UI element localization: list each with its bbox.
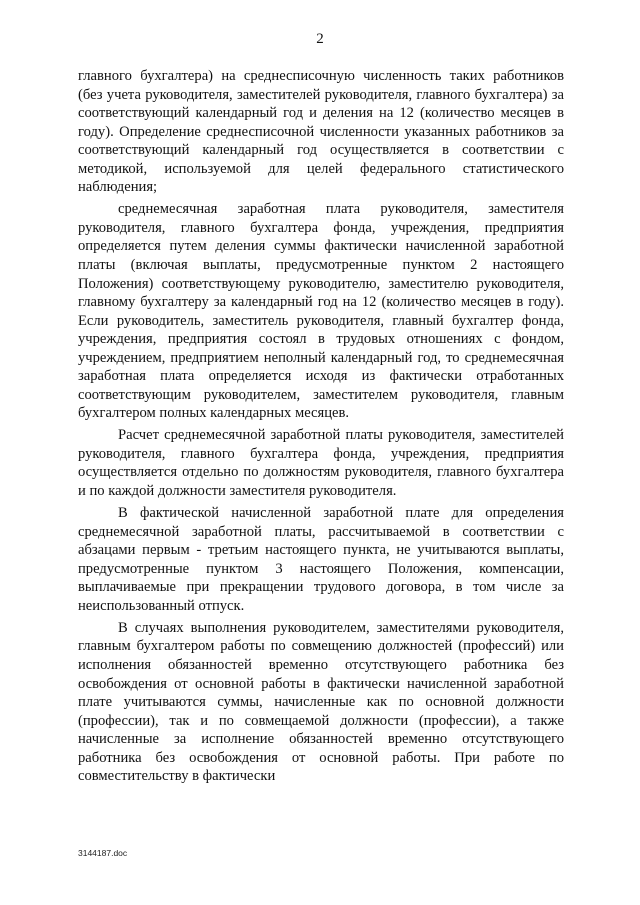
footer-filename: 3144187.doc: [78, 848, 128, 858]
paragraph-4: В фактической начисленной заработной плате для определения среднемесячной заработной платы, рассчитываемой в соответствии с абзацами первым - третьим настоящего пункта, не учитываются выплаты, предусмотренные пунктом 3 настоящего Положения, компенсации, выплачиваемые при прекращении трудового договора, в том числе за неиспользованный отпуск.: [78, 505, 564, 614]
paragraph-1: главного бухгалтера) на среднесписочную численность таких работников (без учета руководителя, заместителей руководителя, главного бухгалтера) за соответствующий календарный год и деления на 12 (количество месяцев в году). Определение среднесписочной численности указанных работников за соответствующий календарный год осуществляется в соответствии с методикой, используемой для целей федерального статистического наблюдения;: [78, 68, 564, 196]
paragraph-5: В случаях выполнения руководителем, заместителями руководителя, главным бухгалтером работы по совмещению должностей (профессий) или исполнения обязанностей временно отсутствующего работника без освобождения от основной работы в фактически начисленной заработной плате учитываются суммы, начисленные как по основной должности (профессии), так и по совмещаемой должности (профессии), а также начисленные за исполнение обязанностей временно отсутствующего работника без освобождения от основной работы. При работе по совместительству в фактически: [78, 619, 564, 785]
paragraph-2: среднемесячная заработная плата руководителя, заместителя руководителя, главного бухгалтера фонда, учреждения, предприятия определяется путем деления суммы фактически начисленной заработной платы (включая выплаты, предусмотренные пунктом 2 настоящего Положения) соответствующему руководителю, заместителю руководителя, главному бухгалтеру за календарный год на 12 (количество месяцев в году). Если руководитель, заместитель руководителя, главный бухгалтер фонда, учреждения, предприятия состоял в трудовых отношениях с фондом, учреждением, предприятием неполный календарный год, то среднемесячная заработная плата определяется исходя из фактически отработанных соответствующим руководителем, заместителем руководителя, главным бухгалтером полных календарных месяцев.: [78, 201, 564, 422]
paragraph-3: Расчет среднемесячной заработной платы руководителя, заместителей руководителя, главного бухгалтера фонда, учреждения, предприятия осуществляется отдельно по должностям руководителя, главного бухгалтера и по каждой должности заместителя руководителя.: [78, 427, 564, 500]
page-number: 2: [316, 31, 324, 47]
document-body: [78, 67, 564, 789]
